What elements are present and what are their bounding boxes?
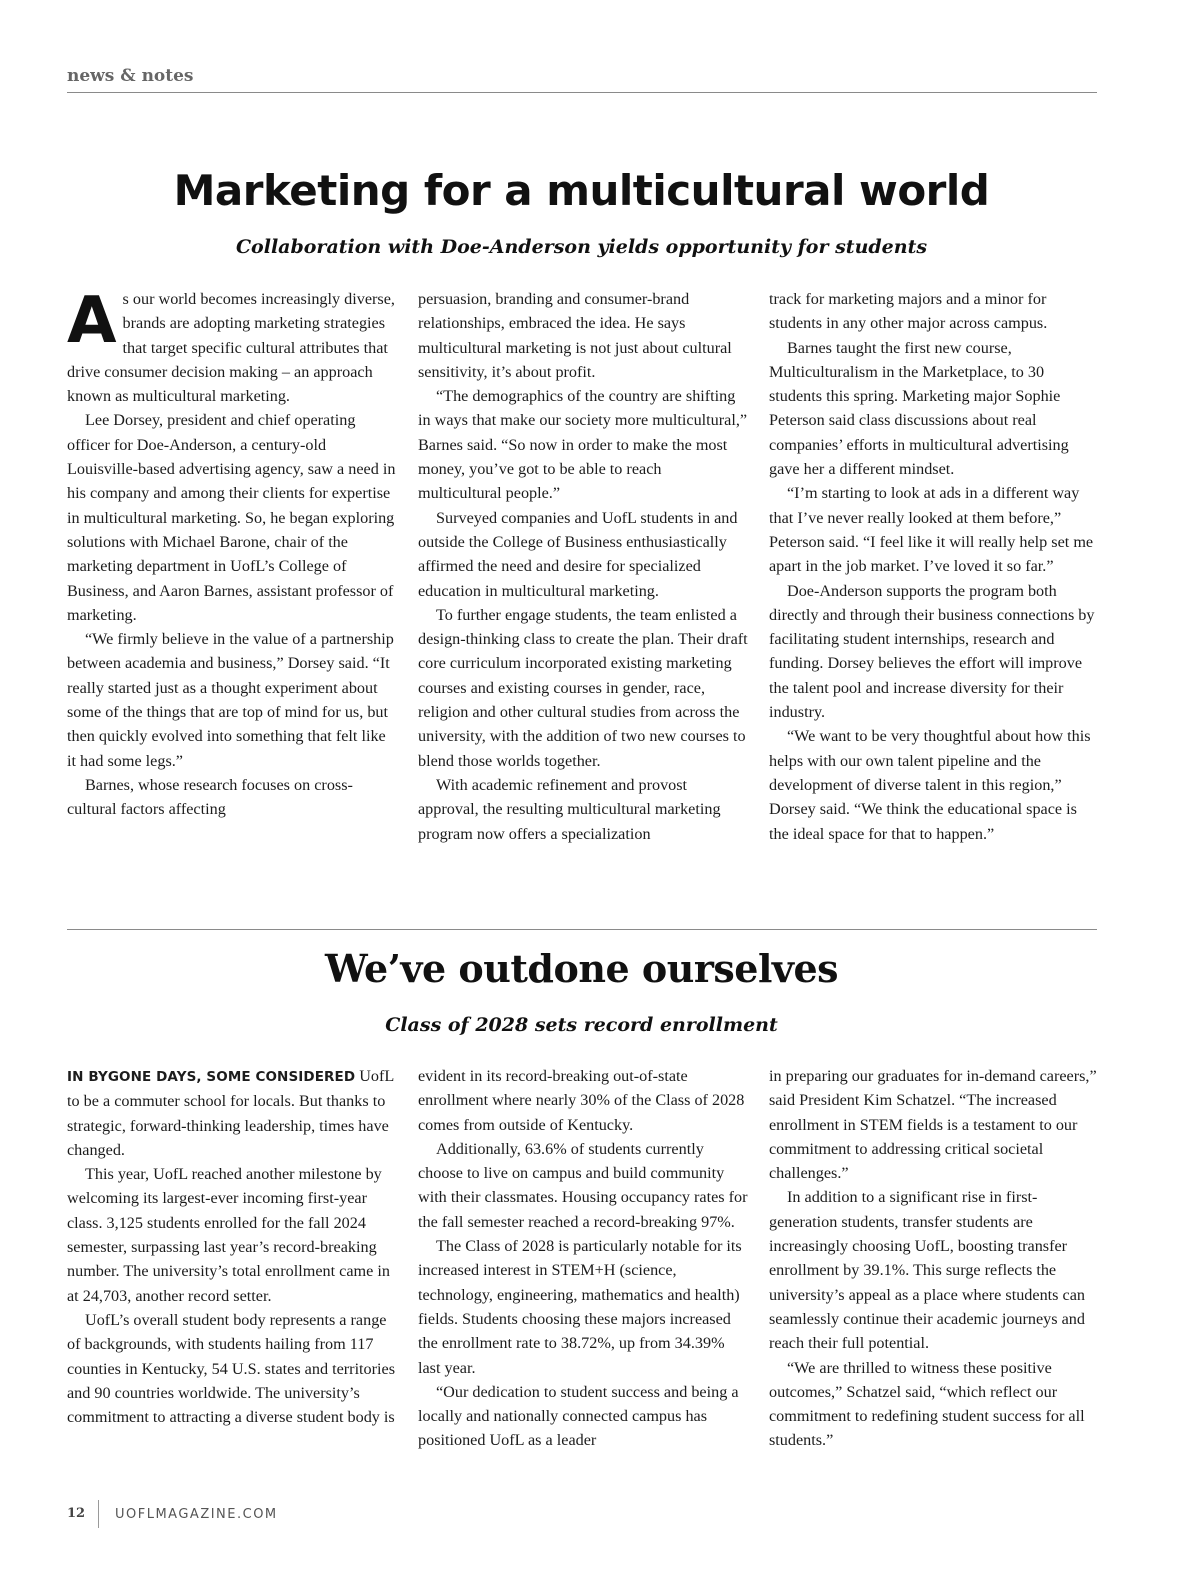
paragraph: Lee Dorsey, president and chief operating officer for Doe-Anderson, a century-old Louisville-based advertising agency, saw a need in his company and among their clients for expertise in multicultural marketing. So, he began exploring solutions with Michael Barone, chair of the marketing department in UofL’s College of Business, and Aaron Barnes, assistant professor of marketing. [67,411,396,624]
paragraph: persuasion, branding and consumer-brand relationships, embraced the idea. He says multicultural marketing is not just about cultural sensitivity, it’s about profit. [418,290,732,381]
paragraph: “I’m starting to look at ads in a different way that I’ve never really looked at them before,” Peterson said. “I feel like it will really help set me apart in the job market. I’ve loved it so far.” [769,484,1094,576]
paragraph: As our world becomes increasingly diverse, brands are adopting marketing strategies that target specific cultural attributes that drive consumer decision making – an approach known as multicultural marketing. [67,284,395,406]
page-number: 12 [67,1506,86,1521]
article1-subtitle: Collaboration with Doe-Anderson yields opportunity for students [235,236,928,258]
paragraph: “We are thrilled to witness these positive outcomes,” Schatzel said, “which reflect our commitment to redefining student success for all students.” [769,1358,1085,1450]
paragraph: “We want to be very thoughtful about how this helps with our own talent pipeline and the development of diverse talent in this region,” Dorsey said. “We think the educational space is the ideal space for that to happen.” [769,727,1091,843]
paragraph: This year, UofL reached another milestone by welcoming its largest-ever incoming first-year class. 3,125 students enrolled for the fall 2024 semester, surpassing last year’s record-breaking number. The university’s total enrollment came in at 24,703, another record setter. [67,1165,390,1305]
paragraph: The Class of 2028 is particularly notable for its increased interest in STEM+H (science, technology, engineering, mathematics and health) fields. Students choosing these majors increased the enrollment rate to 38.72%, up from 34.39% last year. [418,1237,742,1377]
paragraph: “We firmly believe in the value of a partnership between academia and business,” Dorsey said. “It really started just as a thought experiment about some of the things that are top of mind for us, but then quickly evolved into something that felt like it had some legs.” [67,630,394,770]
article1-column-3 [769,287,1099,846]
lead-in: IN BYGONE DAYS, SOME CONSIDERED [67,1069,356,1085]
paragraph: IN BYGONE DAYS, SOME CONSIDERED UofL to be a commuter school for locals. But thanks to strategic, forward-thinking leadership, times have changed. [67,1067,394,1159]
footer-site-link[interactable]: UOFLMAGAZINE.COM [115,1507,278,1522]
paragraph: To further engage students, the team enlisted a design-thinking class to create the plan. Their draft core curriculum incorporated existing marketing courses and existing courses in gender, race, religion and other cultural studies from across the university, with the addition of two new courses to blend those worlds together. [418,605,748,770]
article1-column-2 [418,287,748,846]
paragraph: Surveyed companies and UofL students in and outside the College of Business enthusiastically affirmed the need and desire for specialized education in multicultural marketing. [418,508,738,600]
article2-column-1 [67,1064,397,1429]
paragraph: Barnes, whose research focuses on cross-cultural factors affecting [67,775,353,819]
paragraph: Barnes taught the first new course, Multiculturalism in the Marketplace, to 30 students this spring. Marketing major Sophie Peterson said class discussions about real companies’ efforts in multicultural advertising gave her a different mindset. [769,338,1069,479]
paragraph: With academic refinement and provost approval, the resulting multicultural marketing program now offers a specialization [418,775,721,843]
paragraph: Doe-Anderson supports the program both directly and through their business connections by facilitating student internships, research and funding. Dorsey believes the effort will improve the talent pool and increase diversity for their industry. [769,581,1095,722]
article2-title: We’ve outdone ourselves [324,946,839,991]
paragraph: UofL’s overall student body represents a range of backgrounds, with students hailing from 117 counties in Kentucky, 54 U.S. states and territories and 90 countries worldwide. The university’s commitment to attracting a diverse student body is [67,1310,396,1427]
article1-column-1 [67,284,397,822]
top-divider [67,92,1097,93]
article1-title: Marketing for a multicultural world [173,166,990,215]
article2-subtitle: Class of 2028 sets record enrollment [385,1014,778,1036]
section-label: news & notes [67,66,194,86]
article2-column-3 [769,1064,1099,1453]
paragraph: “Our dedication to student success and being a locally and nationally connected campus has positioned UofL as a leader [418,1382,739,1450]
drop-cap: A [67,284,117,358]
article2-column-2 [418,1064,748,1453]
paragraph: “The demographics of the country are shifting in ways that make our society more multicultural,” Barnes said. “So now in order to make the most money, you’ve got to be able to reach multicultural people.” [418,387,748,503]
section-divider [67,929,1097,930]
paragraph: in preparing our graduates for in-demand careers,” said President Kim Schatzel. “The increased enrollment in STEM fields is a testament to our commitment to addressing critical societal challenges.” [769,1067,1097,1183]
paragraph: Additionally, 63.6% of students currently choose to live on campus and build community with their classmates. Housing occupancy rates for the fall semester reached a record-breaking 97%. [418,1139,748,1231]
paragraph: track for marketing majors and a minor for students in any other major across campus. [769,290,1048,333]
paragraph: In addition to a significant rise in first-generation students, transfer students are increasingly choosing UofL, boosting transfer enrollment by 39.1%. This surge reflects the university’s appeal as a place where students can seamlessly continue their academic journeys and reach their full potential. [769,1188,1085,1353]
footer-divider [98,1500,99,1528]
paragraph: evident in its record-breaking out-of-state enrollment where nearly 30% of the Class of 2028 comes from outside of Kentucky. [418,1067,745,1134]
